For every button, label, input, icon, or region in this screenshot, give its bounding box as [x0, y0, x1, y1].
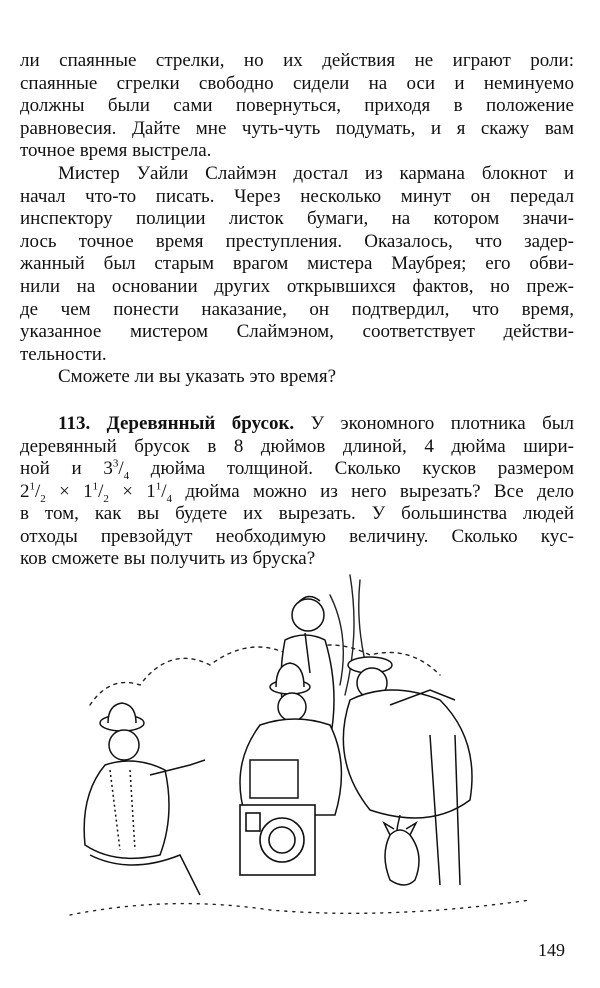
paragraph-continuation	[20, 50, 574, 571]
text-line: отходы превзойдут необходимую величину. Сколько кус-	[20, 525, 574, 547]
question-line: Сможете ли вы указать это время?	[58, 366, 337, 388]
text-line: инспектору полиции листок бумаги, на котором значи-	[20, 208, 574, 230]
text-line: де чем понести наказание, он подтвердил, что время,	[20, 298, 574, 320]
text-line: Мистер Уайли Слаймэн достал из кармана блокнот и	[58, 162, 574, 184]
text-line: ков сможете вы получить из бруска?	[20, 548, 316, 570]
text-line: указанное мистером Слаймэном, соответствует действи-	[20, 321, 574, 343]
text-line: спаянные сгрелки свободно сидели на оси и неминуемо	[20, 72, 574, 94]
illustration-men-with-safe	[60, 555, 540, 930]
problem-title-line: 113. Деревянный брусок. У экономного плотника был	[58, 412, 574, 434]
text-line: ной и $3^3/_4$ дюйма толщиной. Сколько кусков размером	[20, 457, 575, 482]
text-line: тельности.	[20, 343, 107, 365]
text-line: нили на основании других открывшихся фактов, но преж-	[20, 275, 574, 297]
text-line: $2^1/_2 \times 1^1/_2 \times 1^1/_4$ дюйма можно из него вырезать? Все дело	[20, 480, 575, 505]
text-line: жанный был старым врагом мистера Маубрея; его обви-	[20, 253, 574, 275]
dog	[384, 823, 419, 885]
page-number: 149	[538, 940, 565, 960]
text-line: ли спаянные стрелки, но их действия не играют роли:	[20, 50, 574, 71]
text-line: начал что-то писать. Через несколько минут он передал	[20, 185, 574, 207]
man-seated-left	[84, 703, 205, 895]
safe	[240, 805, 315, 875]
text-line: должны были сами повернуться, приходя в положение	[20, 95, 574, 117]
text-line: деревянный брусок в 8 дюймов длиной, 4 дюйма шири-	[20, 435, 574, 457]
text-line: лось точное время преступления. Оказалось, что задер-	[20, 230, 574, 252]
text-line: равновесия. Дайте мне чуть-чуть подумать, и я скажу вам	[20, 117, 574, 139]
problem-heading: 113. Деревянный брусок.	[58, 412, 295, 434]
text-line: точное время выстрела.	[20, 140, 212, 162]
text-line: в том, как вы будете их вырезать. У большинства людей	[20, 503, 574, 525]
